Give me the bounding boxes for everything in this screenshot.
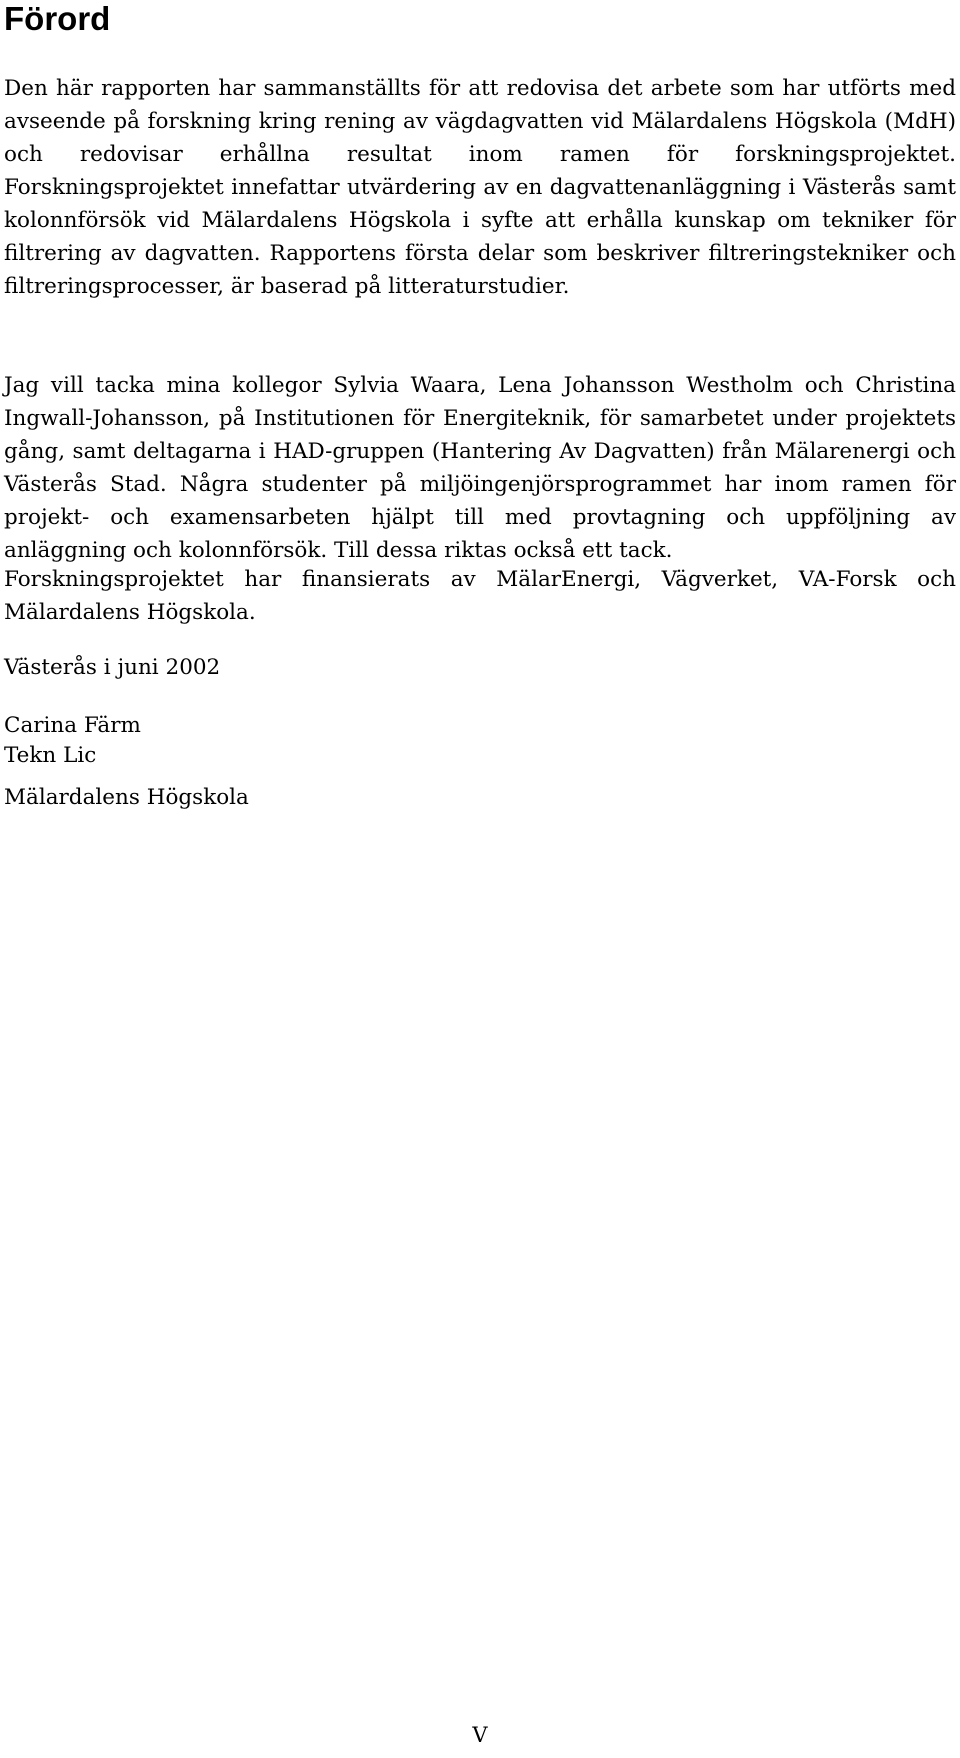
page-title: Förord (4, 0, 111, 37)
paragraph-introduction: Den här rapporten har sammanställts för att redovisa det arbete som har utförts med avseende på forskning kring rening av vägdagvatten vid Mälardalens Högskola (MdH) och redovisar erhållna resultat inom ramen för forskningsprojektet. Forskningsprojektet innefattar utvärdering av en dagvattenanläggning i Västerås samt kolonnförsök vid Mälardalens Högskola i syfte att erhålla kunskap om tekniker för filtrering av dagvatten. Rapportens första delar som beskriver filtreringstekniker och filtreringsprocesser, är baserad på litteraturstudier. (4, 76, 956, 299)
place-date: Västerås i juni 2002 (4, 655, 221, 680)
author-affiliation: Mälardalens Högskola (4, 785, 249, 810)
paragraph-acknowledgements: Jag vill tacka mina kollegor Sylvia Waara, Lena Johansson Westholm och Christina Ingwall-Johansson, på Institutionen för Energiteknik, för samarbetet under projektets gång, samt deltagarna i HAD-gruppen (Hantering Av Dagvatten) från Mälarenergi och Västerås Stad. Några studenter på miljöingenjörsprogrammet har inom ramen för projekt- och examensarbeten hjälpt till med provtagning och uppföljning av anläggning och kolonnförsök. Till dessa riktas också ett tack. (4, 373, 956, 563)
paragraph-funding: Forskningsprojektet har finansierats av MälarEnergi, Vägverket, VA-Forsk och Mälardalens Högskola. (4, 567, 956, 625)
author-title: Tekn Lic (4, 743, 97, 768)
author-name: Carina Färm (4, 713, 141, 738)
page-number: V (472, 1723, 488, 1747)
